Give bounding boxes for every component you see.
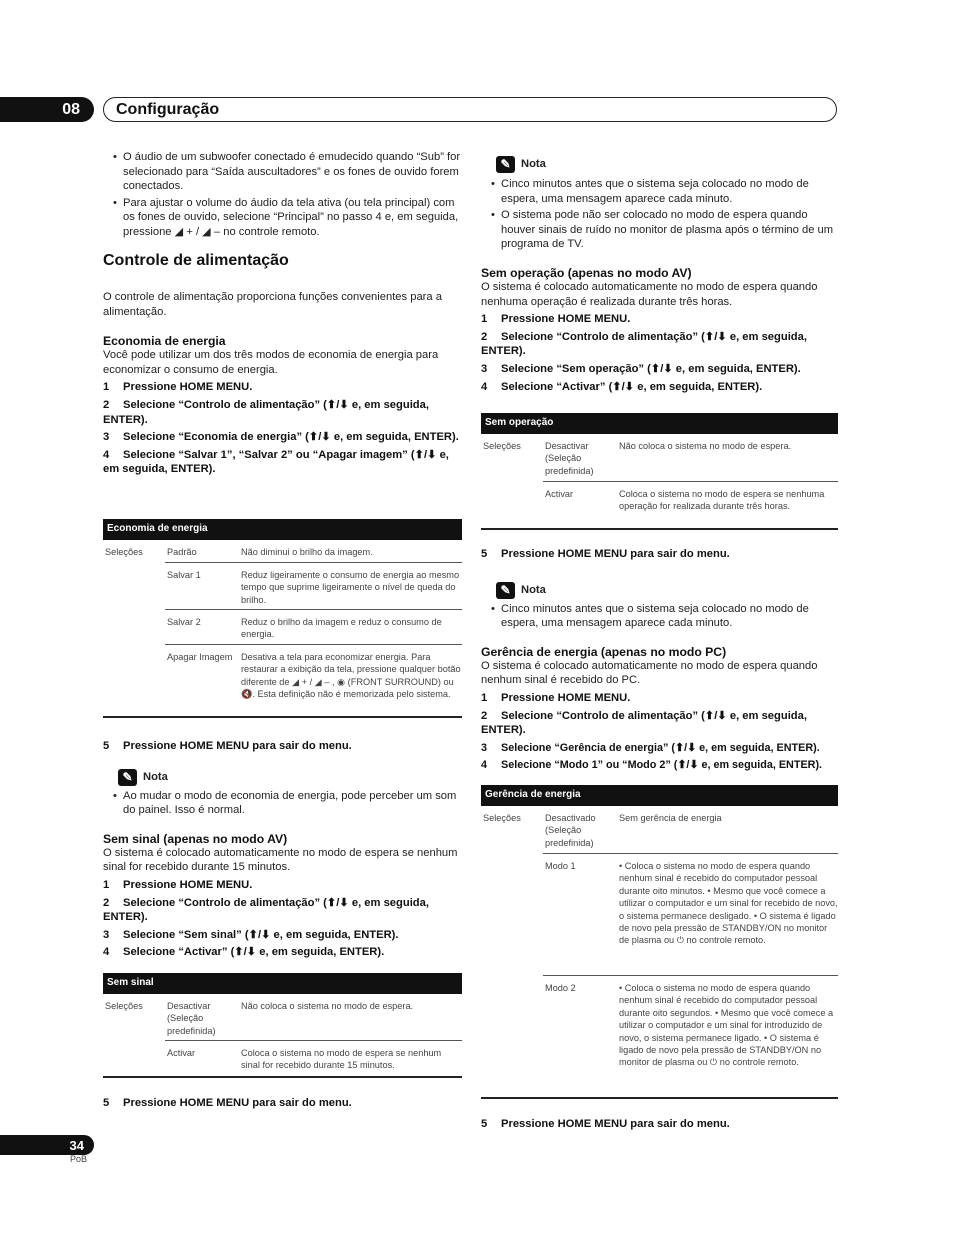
step: 1 Pressione HOME MENU. xyxy=(481,691,631,704)
note-bullet: • Cinco minutos antes que o sistema seja colocado no modo de espera, uma mensagem aparece cada minuto. xyxy=(481,602,838,631)
pencil-icon: ✎ xyxy=(496,582,515,599)
step: 5 Pressione HOME MENU para sair do menu. xyxy=(103,1097,352,1109)
step: 1 Pressione HOME MENU. xyxy=(481,313,631,326)
sem-op-intro: O sistema é colocado automaticamente no modo de espera quando nenhuma operação é realizada durante três horas. xyxy=(481,280,818,308)
step: 3 Selecione “Sem sinal” (⬆/⬇ e, em seguida, ENTER). xyxy=(103,928,399,941)
step: 5 Pressione HOME MENU para sair do menu. xyxy=(481,1118,730,1130)
step: 4 Selecione “Modo 1” ou “Modo 2” (⬆/⬇ e, em seguida, ENTER). xyxy=(481,759,823,772)
eco-title: Economia de energia xyxy=(103,334,226,349)
table-header: Sem sinal xyxy=(103,973,462,994)
table-header: Economia de energia xyxy=(103,519,462,540)
table-row: Seleções Padrão Não diminui o brilho da imagem. xyxy=(105,547,373,557)
left-lower xyxy=(103,739,461,960)
left-final xyxy=(103,1096,461,1111)
table-row: Seleções Desactivar (Seleção predefinida) Não coloca o sistema no modo de espera. xyxy=(105,1001,414,1036)
step: 1 Pressione HOME MENU. xyxy=(103,878,253,891)
bullet-item: • O áudio de um subwoofer conectado é emudecido quando “Sub” for selecionado para “Saída auscultadores” e os fones de ouvido forem conectados. xyxy=(103,150,461,194)
note-bullet: • Cinco minutos antes que o sistema seja colocado no modo de espera, uma mensagem aparece cada minuto. xyxy=(481,177,838,206)
chapter-title: Configuração xyxy=(116,100,220,118)
note-bullet: • Ao mudar o modo de economia de energia, pode perceber um som do painel. Isso é normal. xyxy=(103,789,461,818)
table-row: Seleções Desactivar (Seleção predefinida) Não coloca o sistema no modo de espera. xyxy=(483,441,792,476)
step: 2 Selecione “Controlo de alimentação” (⬆/⬇ e, em seguida, ENTER). xyxy=(103,398,429,426)
sem-sinal-intro: O sistema é colocado automaticamente no modo de espera se nenhum sinal for recebido durante 15 minutos. xyxy=(103,846,458,874)
eco-table xyxy=(103,519,462,718)
note-heading: ✎ Nota xyxy=(496,156,838,173)
step: 3 Selecione “Gerência de energia” (⬆/⬇ e, em seguida, ENTER). xyxy=(481,741,820,754)
right-lower xyxy=(481,547,838,773)
sem-op-table xyxy=(481,413,838,530)
note-heading: ✎ Nota xyxy=(496,582,838,599)
ger-table xyxy=(481,785,838,1099)
right-final xyxy=(481,1117,838,1132)
section-intro: O controle de alimentação proporciona funções convenientes para a alimentação. xyxy=(103,291,442,318)
chapter-number: 08 xyxy=(0,97,94,122)
step: 3 Selecione “Economia de energia” (⬆/⬇ e, em seguida, ENTER). xyxy=(103,431,459,444)
left-section xyxy=(103,252,461,477)
section-title: Controle de alimentação xyxy=(103,252,289,269)
table-row: Modo 1 • Coloca o sistema no modo de espera quando nenhum sinal é recebido do computador pessoal durante oito minutos. • Mesmo que você comece a utilizar o computador e um sinal for recebido de novo, o sistema permanece desligado. • O sistema é ligado de novo pela pressão de STANDBY/ON no monitor de plasma ou ⏻ no controle remoto. xyxy=(481,853,838,975)
table-header: Gerência de energia xyxy=(481,785,838,806)
bullet-item: • Para ajustar o volume do áudio da tela ativa (ou tela principal) com os fones de ouvido, selecione “Principal” no passo 4 e, em seguida, pressione ◢ + / ◢ – no controle remoto. xyxy=(103,196,461,240)
table-row: Activar Coloca o sistema no modo de espera se nenhum sinal for recebido durante 15 minutos. xyxy=(103,1040,462,1076)
ger-title: Gerência de energia (apenas no modo PC) xyxy=(481,644,727,659)
ger-intro: O sistema é colocado automaticamente no modo de espera quando nenhum sinal é recebido do PC. xyxy=(481,659,818,687)
step: 3 Selecione “Sem operação” (⬆/⬇ e, em seguida, ENTER). xyxy=(481,362,801,375)
right-column xyxy=(481,156,838,394)
pencil-icon: ✎ xyxy=(118,769,137,786)
step: 4 Selecione “Activar” (⬆/⬇ e, em seguida, ENTER). xyxy=(481,380,763,393)
step: 4 Selecione “Salvar 1”, “Salvar 2” ou “Apagar imagem” (⬆/⬇ e, em seguida, ENTER). xyxy=(103,448,449,476)
step: 5 Pressione HOME MENU para sair do menu. xyxy=(103,740,352,752)
table-row: Apagar Imagem Desativa a tela para economizar energia. Para restaurar a exibição da tela, pressione qualquer botão diferente de ◢ + / ◢ – , ◉ (FRONT SURROUND) ou 🔇. Esta definição não é memorizada pelo sistema. xyxy=(103,644,462,716)
step: 2 Selecione “Controlo de alimentação” (⬆/⬇ e, em seguida, ENTER). xyxy=(481,709,807,737)
step: 2 Selecione “Controlo de alimentação” (⬆/⬇ e, em seguida, ENTER). xyxy=(103,896,429,924)
table-row: Salvar 1 Reduz ligeiramente o consumo de energia ao mesmo tempo que suprime ligeiramente o nível de queda do brilho. xyxy=(103,562,462,609)
step: 4 Selecione “Activar” (⬆/⬇ e, em seguida, ENTER). xyxy=(103,946,385,959)
note-heading: ✎ Nota xyxy=(118,769,461,786)
sem-op-title: Sem operação (apenas no modo AV) xyxy=(481,265,692,280)
left-column xyxy=(103,150,461,242)
sem-sinal-title: Sem sinal (apenas no modo AV) xyxy=(103,831,288,846)
step: 2 Selecione “Controlo de alimentação” (⬆/⬇ e, em seguida, ENTER). xyxy=(481,330,807,358)
table-header: Sem operação xyxy=(481,413,838,434)
step: 5 Pressione HOME MENU para sair do menu. xyxy=(481,548,730,560)
page-number: 34 xyxy=(0,1135,94,1155)
pencil-icon: ✎ xyxy=(496,156,515,173)
table-row: Modo 2 • Coloca o sistema no modo de espera quando nenhum sinal é recebido do computador pessoal durante oito segundos. • Mesmo que você comece a utilizar o computador e um sinal for introduzido de novo, o sistema permanece ligado. • O sistema é ligado de novo pela pressão de STANDBY/ON no monitor de plasma ou ⏻ no controle remoto. xyxy=(481,975,838,1097)
table-row: Seleções Desactivado (Seleção predefinida) Sem gerência de energia xyxy=(483,813,722,848)
language-code: PoB xyxy=(70,1154,88,1164)
note-bullet: • O sistema pode não ser colocado no modo de espera quando houver sinais de ruído no monitor de plasma após o término de um programa de TV. xyxy=(481,208,838,252)
table-row: Activar Coloca o sistema no modo de espera se nenhuma operação for realizada durante três horas. xyxy=(481,481,838,528)
chapter-header xyxy=(103,97,837,122)
step: 1 Pressione HOME MENU. xyxy=(103,381,253,394)
sem-sinal-table xyxy=(103,973,462,1078)
table-row: Salvar 2 Reduz o brilho da imagem e reduz o consumo de energia. xyxy=(103,609,462,644)
eco-intro: Você pode utilizar um dos três modos de economia de energia para economizar o consumo de energia. xyxy=(103,349,439,376)
